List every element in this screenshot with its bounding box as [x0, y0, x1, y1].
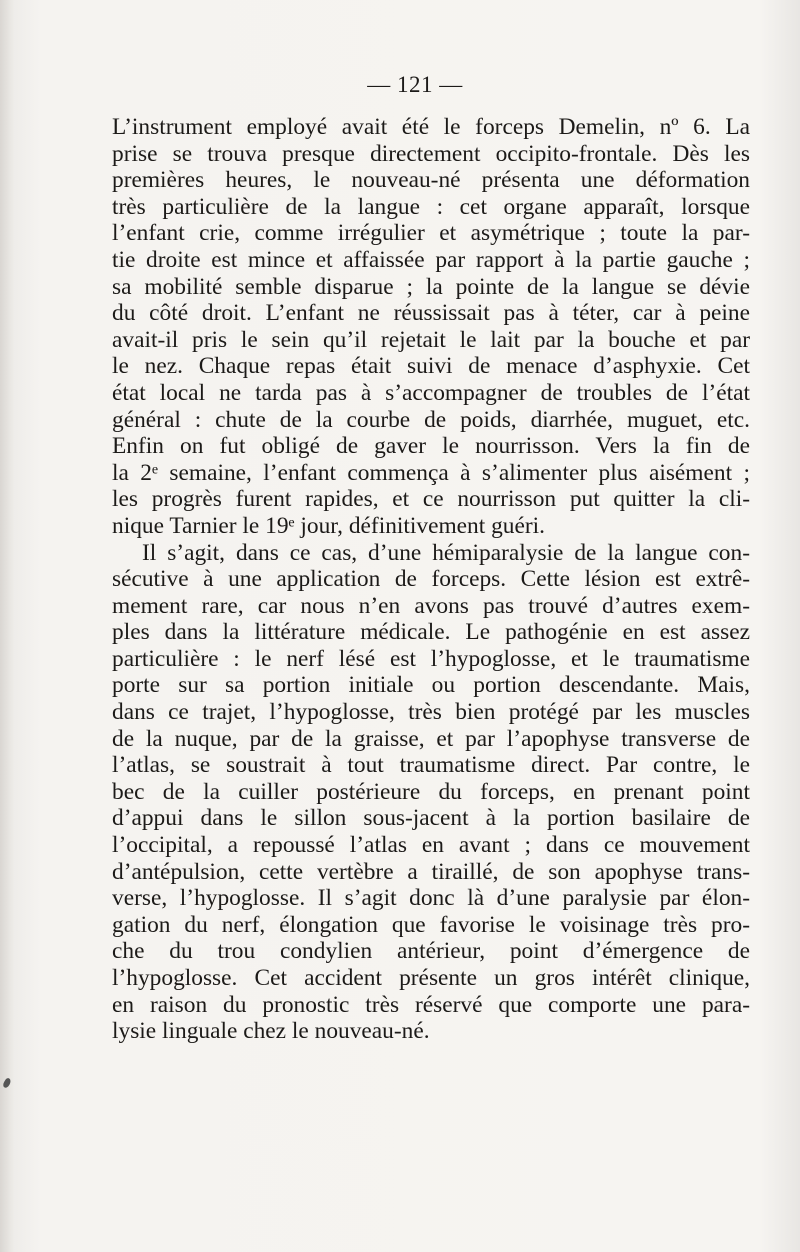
text-line: de la nuque, par de la graisse, et par l’apophyse transverse de	[112, 725, 750, 752]
paragraph-2	[112, 540, 750, 1045]
text-line: le nez. Chaque repas était suivi de menace d’asphyxie. Cet	[112, 353, 750, 380]
text-line: d’appui dans le sillon sous-jacent à la portion basilaire de	[112, 805, 750, 832]
text-line: tie droite est mince et affaissée par rapport à la partie gauche ;	[112, 246, 750, 273]
text-line: verse, l’hypoglosse. Il s’agit donc là d’une paralysie par élon-	[112, 885, 750, 912]
text-line: lysie linguale chez le nouveau-né.	[112, 1018, 430, 1045]
page-edge-shadow	[0, 0, 14, 1252]
text-line: sécutive à une application de forceps. Cette lésion est extrê-	[112, 566, 750, 593]
body-text	[112, 114, 750, 1045]
text-line: avait-il pris le sein qu’il rejetait le lait par la bouche et par	[112, 326, 750, 353]
text-line: en raison du pronostic très réservé que comporte une para-	[112, 991, 750, 1018]
text-line: état local ne tarda pas à s’accompagner de troubles de l’état	[112, 379, 750, 406]
text-line: gation du nerf, élongation que favorise le voisinage très pro-	[112, 911, 750, 938]
text-line: ples dans la littérature médicale. Le pathogénie en est assez	[112, 619, 750, 646]
text-line: l’occipital, a repoussé l’atlas en avant ; dans ce mouvement	[112, 832, 750, 859]
text-line: général : chute de la courbe de poids, diarrhée, muguet, etc.	[112, 406, 750, 433]
text-line: L’instrument employé avait été le forceps Demelin, nº 6. La	[112, 114, 750, 140]
text-line: les progrès furent rapides, et ce nourrisson put quitter la cli-	[112, 486, 750, 513]
text-line: l’enfant crie, comme irrégulier et asymétrique ; toute la par-	[112, 220, 750, 247]
text-line: mement rare, car nous n’en avons pas trouvé d’autres exem-	[112, 592, 750, 619]
text-line: bec de la cuiller postérieure du forceps, en prenant point	[112, 778, 750, 805]
text-line: Enfin on fut obligé de gaver le nourrisson. Vers la fin de	[112, 433, 750, 460]
text-line: che du trou condylien antérieur, point d’émergence de	[112, 938, 750, 965]
text-line: du côté droit. L’enfant ne réussissait pas à téter, car à peine	[112, 300, 750, 327]
text-line: l’atlas, se soustrait à tout traumatisme direct. Par contre, le	[112, 752, 750, 779]
text-line: porte sur sa portion initiale ou portion descendante. Mais,	[112, 672, 750, 699]
text-line: l’hypoglosse. Cet accident présente un gros intérêt clinique,	[112, 965, 750, 991]
text-line: dans ce trajet, l’hypoglosse, très bien protégé par les muscles	[112, 699, 750, 726]
text-line: particulière : le nerf lésé est l’hypoglosse, et le traumatisme	[112, 645, 750, 672]
text-line: premières heures, le nouveau-né présenta une déformation	[112, 167, 750, 194]
text-line: nique Tarnier le 19ᵉ jour, définitivement guéri.	[112, 512, 545, 539]
text-line: sa mobilité semble disparue ; la pointe de la langue se dévie	[112, 273, 750, 300]
paragraph-1	[112, 114, 750, 540]
text-line: d’antépulsion, cette vertèbre a tiraillé, de son apophyse trans-	[112, 858, 750, 885]
text-line: prise se trouva presque directement occipito-frontale. Dès les	[112, 140, 750, 167]
text-line: la 2ᵉ semaine, l’enfant commença à s’alimenter plus aisément ;	[112, 459, 750, 486]
page-number: — 121 —	[367, 72, 463, 97]
text-line: très particulière de la langue : cet organe apparaît, lorsque	[112, 193, 750, 220]
text-line: Il s’agit, dans ce cas, d’une hémiparalysie de la langue con-	[142, 539, 750, 566]
